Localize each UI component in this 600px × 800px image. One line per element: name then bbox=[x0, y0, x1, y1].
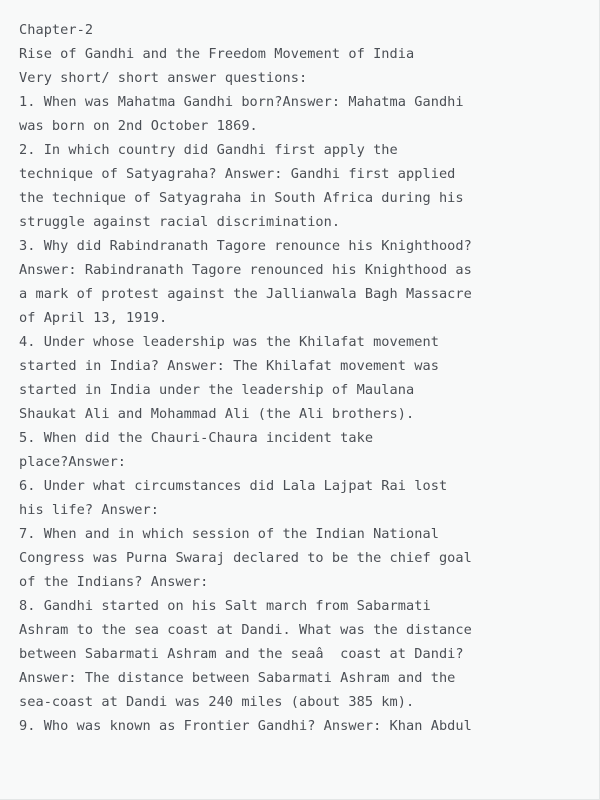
document-text bbox=[19, 18, 589, 738]
text-line: struggle against racial discrimination. bbox=[19, 214, 341, 230]
chapter-title: Rise of Gandhi and the Freedom Movement of India bbox=[19, 46, 415, 62]
section-heading: Very short/ short answer questions: bbox=[19, 70, 308, 86]
text-line: a mark of protest against the Jallianwala Bagh Massacre bbox=[19, 286, 472, 302]
text-line: 7. When and in which session of the Indian National bbox=[19, 526, 439, 542]
text-line: place?Answer: bbox=[19, 454, 127, 470]
text-line: started in India under the leadership of Maulana bbox=[19, 382, 415, 398]
text-line: between Sabarmati Ashram and the seaâ coast at Dandi? bbox=[19, 646, 464, 662]
text-line: 1. When was Mahatma Gandhi born?Answer: Mahatma Gandhi bbox=[19, 94, 464, 110]
text-line: started in India? Answer: The Khilafat movement was bbox=[19, 358, 439, 374]
text-line: Ashram to the sea coast at Dandi. What was the distance bbox=[19, 622, 472, 638]
text-line: the technique of Satyagraha in South Africa during his bbox=[19, 190, 464, 206]
text-line: of the Indians? Answer: bbox=[19, 574, 209, 590]
text-line: 8. Gandhi started on his Salt march from Sabarmati bbox=[19, 598, 431, 614]
text-line: sea-coast at Dandi was 240 miles (about 385 km). bbox=[19, 694, 415, 710]
text-line: 9. Who was known as Frontier Gandhi? Answer: Khan Abdul bbox=[19, 718, 472, 734]
text-line: technique of Satyagraha? Answer: Gandhi first applied bbox=[19, 166, 456, 182]
text-line: was born on 2nd October 1869. bbox=[19, 118, 258, 134]
text-line: his life? Answer: bbox=[19, 502, 159, 518]
text-line: 6. Under what circumstances did Lala Lajpat Rai lost bbox=[19, 478, 448, 494]
text-line: 2. In which country did Gandhi first apply the bbox=[19, 142, 398, 158]
text-line: 5. When did the Chauri-Chaura incident take bbox=[19, 430, 374, 446]
chapter-heading: Chapter-2 bbox=[19, 22, 94, 38]
text-line: Shaukat Ali and Mohammad Ali (the Ali brothers). bbox=[19, 406, 415, 422]
text-line: 3. Why did Rabindranath Tagore renounce his Knighthood? bbox=[19, 238, 472, 254]
text-line: Answer: Rabindranath Tagore renounced his Knighthood as bbox=[19, 262, 472, 278]
text-line: Answer: The distance between Sabarmati Ashram and the bbox=[19, 670, 456, 686]
text-line: of April 13, 1919. bbox=[19, 310, 168, 326]
text-line: Congress was Purna Swaraj declared to be the chief goal bbox=[19, 550, 472, 566]
text-line: 4. Under whose leadership was the Khilafat movement bbox=[19, 334, 439, 350]
